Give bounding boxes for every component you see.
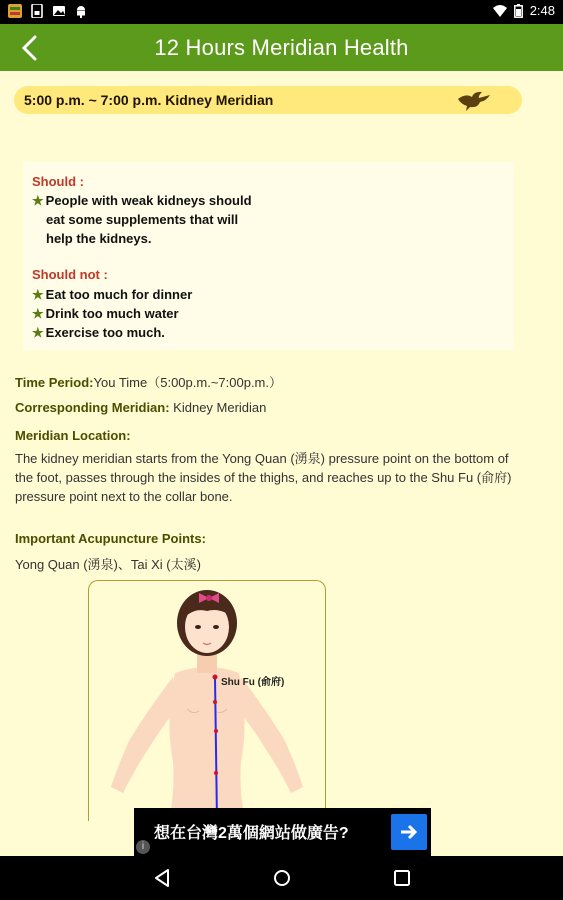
- ad-info-icon[interactable]: i: [136, 840, 150, 854]
- should-not-heading: Should not :: [32, 267, 108, 282]
- should-line-2: eat some supplements that will: [46, 212, 239, 227]
- star-icon: ★: [32, 325, 44, 340]
- ad-text[interactable]: 想在台灣2萬個網站做廣告?: [154, 825, 349, 842]
- arrow-right-icon: [399, 823, 419, 841]
- should-not-item: ★ Drink too much water: [32, 306, 179, 321]
- status-bar: [0, 0, 563, 24]
- page-title: 12 Hours Meridian Health: [154, 35, 409, 60]
- time-header: [14, 86, 522, 114]
- meridian-location-text: The kidney meridian starts from the Yong Quan (湧泉) pressure point on the bottom of the foot, passes through the insides of the thighs, and reaches up to the Shu Fu (俞府) pressure point next to the collar bone.: [15, 451, 512, 504]
- star-icon: ★: [32, 287, 44, 302]
- time-header-label: 5:00 p.m. ~ 7:00 p.m. Kidney Meridian: [24, 92, 274, 108]
- body-illustration: [89, 581, 325, 821]
- recents-square-icon[interactable]: [391, 867, 413, 889]
- clock: 2:48: [529, 3, 555, 18]
- battery-icon: [514, 4, 523, 18]
- should-line-3: help the kidneys.: [46, 231, 152, 246]
- star-icon: ★: [32, 193, 44, 208]
- should-not-item: ★ Exercise too much.: [32, 325, 165, 340]
- home-circle-icon[interactable]: [271, 867, 293, 889]
- photo-icon: [52, 4, 66, 18]
- bird-icon: [456, 89, 492, 113]
- meridian-figure: [88, 580, 326, 821]
- app-bar: [0, 24, 563, 71]
- app-icon: [8, 4, 22, 18]
- navigation-bar: [0, 856, 563, 900]
- should-heading: Should :: [32, 174, 84, 189]
- ad-arrow-button[interactable]: [391, 814, 427, 850]
- time-period: Time Period:You Time（5:00p.m.~7:00p.m.）: [15, 375, 282, 390]
- acupuncture-points-value: Yong Quan (湧泉)、Tai Xi (太溪): [15, 557, 201, 572]
- android-debug-icon: [74, 4, 88, 18]
- ad-banner[interactable]: [134, 808, 431, 856]
- wifi-icon: [493, 4, 507, 18]
- corresponding-meridian: Corresponding Meridian: Kidney Meridian: [15, 400, 267, 415]
- back-triangle-icon[interactable]: [151, 867, 173, 889]
- sim-icon: [30, 4, 44, 18]
- should-line-1: ★ People with weak kidneys should: [32, 193, 252, 208]
- should-not-item: ★ Eat too much for dinner: [32, 287, 193, 302]
- meridian-location-label: Meridian Location:: [15, 428, 131, 443]
- advice-box: [23, 162, 514, 350]
- shu-fu-point-label: Shu Fu (俞府): [221, 677, 285, 688]
- star-icon: ★: [32, 306, 44, 321]
- acupuncture-points-label: Important Acupuncture Points:: [15, 531, 206, 546]
